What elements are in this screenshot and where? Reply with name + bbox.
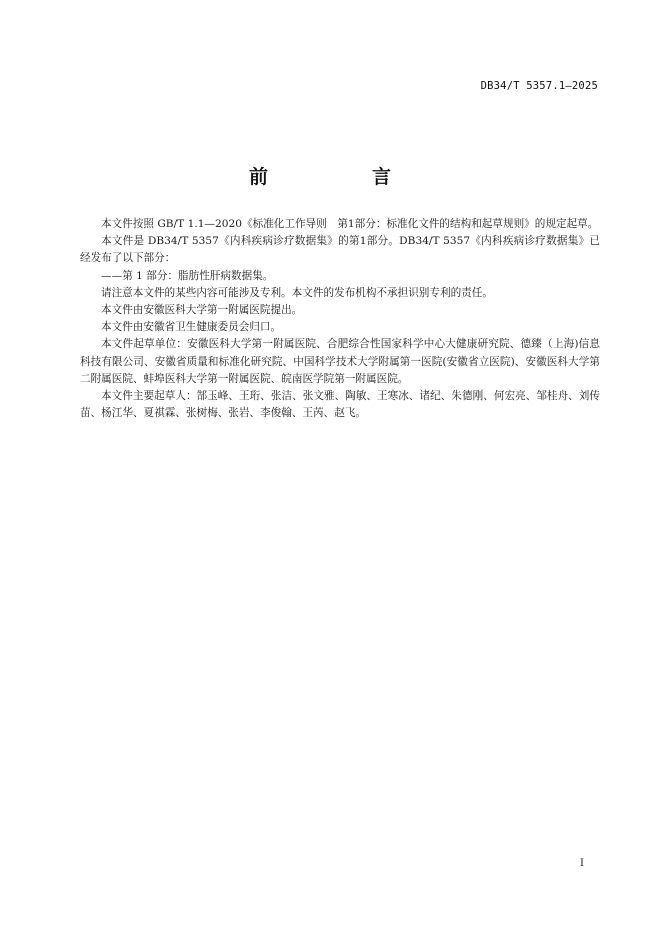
paragraph-patent-notice: 请注意本文件的某些内容可能涉及专利。本文件的发布机构不承担识别专利的责任。 <box>101 286 493 299</box>
paragraph-part-list: ——第 1 部分：脂肪性肝病数据集。 <box>101 269 274 282</box>
paragraph-proposer: 本文件由安徽医科大学第一附属医院提出。 <box>101 304 303 317</box>
paragraph-document-part: 本文件是 DB34/T 5357《内科疾病诊疗数据集》的第1部分。DB34/T 5357《内科疾病诊疗数据集》已经发布了以下部分： <box>80 235 600 265</box>
page-title: 前 言 <box>248 166 413 188</box>
page-number: I <box>580 858 584 869</box>
paragraph-centralized-unit: 本文件由安徽省卫生健康委员会归口。 <box>101 321 282 334</box>
paragraph-drafting-rules: 本文件按照 GB/T 1.1—2020《标准化工作导则 第1部分：标准化文件的结构和起草规则》的规定起草。 <box>101 218 599 230</box>
foreword-body <box>80 216 600 422</box>
document-code: DB34/T 5357.1—2025 <box>480 80 598 92</box>
paragraph-drafting-units: 本文件起草单位：安徽医科大学第一附属医院、合肥综合性国家科学中心大健康研究院、德臻（上海)信息科技有限公司、安徽省质量和标准化研究院、中国科学技术大学附属第一医院(安徽省立医院)、安徽医科大学第二附属医院、蚌埠医科大学第一附属医院、皖南医学院第一附属医院。 <box>80 338 600 385</box>
paragraph-main-drafters: 本文件主要起草人：郜玉峰、王珩、张洁、张文雅、陶敏、王寒冰、诸纪、朱德刚、何宏亮、邹桂舟、刘传苗、杨江华、夏祺霖、张树梅、张岩、李俊翰、王芮、赵飞。 <box>80 390 600 420</box>
